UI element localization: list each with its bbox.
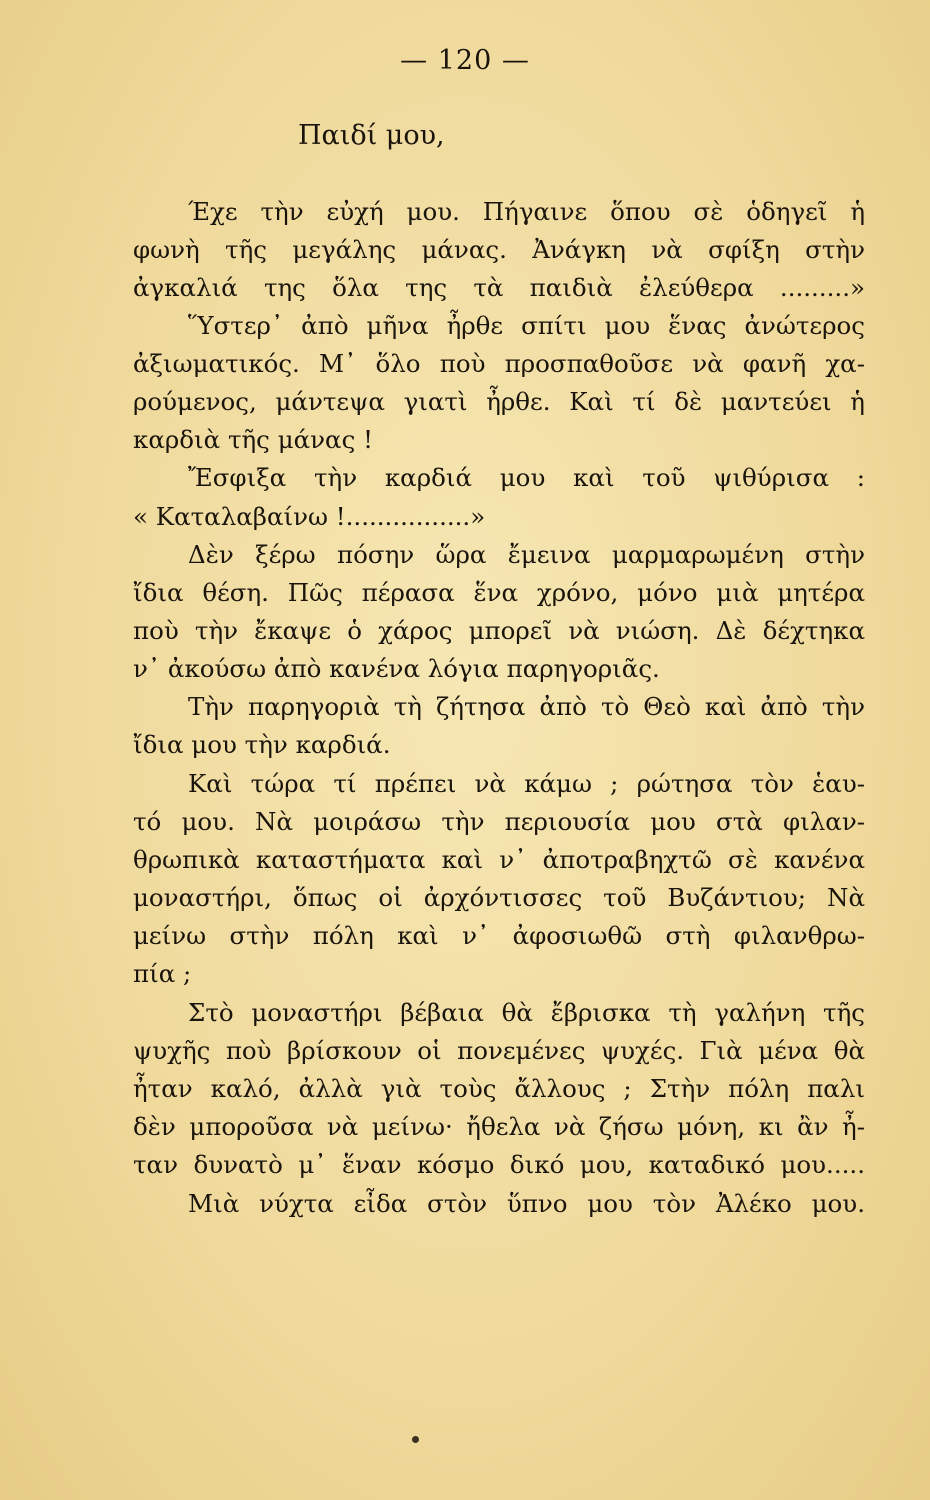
text-line: πία ; (133, 959, 192, 988)
text-line: ρούμενος, μάντεψα γιατὶ ἦρθε. Καὶ τί δὲ μαντεύει ἡ (133, 387, 865, 416)
text-line: δὲν μποροῦσα νὰ μείνω· ἤθελα νὰ ζήσω μόνη, κι ἂν ἦ- (133, 1112, 865, 1141)
text-line: τό μου. Νὰ μοιράσω τὴν περιουσία μου στὰ φιλαν- (133, 807, 865, 836)
ink-dot (412, 1436, 419, 1443)
text-line: « Καταλαβαίνω !................» (133, 502, 486, 531)
text-line: Μιὰ νύχτα εἶδα στὸν ὕπνο μου τὸν Ἀλέκο μου. (188, 1189, 865, 1218)
text-line: ἀξιωματικός. Μ᾽ ὅλο ποὺ προσπαθοῦσε νὰ φανῆ χα- (133, 349, 865, 378)
text-line: θρωπικὰ καταστήματα καὶ ν᾽ ἀποτραβηχτῶ σὲ κανένα (133, 845, 865, 874)
text-line: καρδιὰ τῆς μάνας ! (133, 425, 373, 454)
text-line: Δὲν ξέρω πόσην ὥρα ἔμεινα μαρμαρωμένη στὴν (188, 540, 865, 569)
text-line: Ἔσφιξα τὴν καρδιά μου καὶ τοῦ ψιθύρισα : (188, 463, 865, 492)
text-line: ποὺ τὴν ἔκαψε ὁ χάρος μπορεῖ νὰ νιώση. Δὲ δέχτηκα (133, 616, 865, 645)
text-line: Ὕστερ᾽ ἀπὸ μῆνα ἦρθε σπίτι μου ἕνας ἀνώτερος (188, 311, 865, 340)
text-line: ἴδια μου τὴν καρδιά. (133, 730, 391, 759)
text-line: ἀγκαλιά της ὅλα της τὰ παιδιὰ ἐλεύθερα .........» (133, 273, 865, 302)
text-line: Καὶ τώρα τί πρέπει νὰ κάμω ; ρώτησα τὸν ἑαυ- (188, 769, 865, 798)
text-line: μοναστήρι, ὅπως οἱ ἀρχόντισσες τοῦ Βυζάντιου; Νὰ (133, 883, 865, 912)
page-number: — 120 — (400, 45, 530, 76)
text-line: ἦταν καλό, ἀλλὰ γιὰ τοὺς ἄλλους ; Στὴν πόλη παλι (133, 1074, 865, 1103)
text-line: μείνω στὴν πόλη καὶ ν᾽ ἀφοσιωθῶ στὴ φιλανθρω- (133, 921, 865, 950)
text-line: ψυχῆς ποὺ βρίσκουν οἱ πονεμένες ψυχές. Γιὰ μένα θὰ (133, 1036, 865, 1065)
text-line: Έχε τὴν εὐχή μου. Πήγαινε ὅπου σὲ ὁδηγεῖ ἡ (188, 197, 865, 226)
text-line: ταν δυνατὸ μ᾽ ἕναν κόσμο δικό μου, καταδικό μου..... (133, 1150, 865, 1179)
text-line: ν᾽ ἀκούσω ἀπὸ κανένα λόγια παρηγοριᾶς. (133, 654, 660, 683)
text-line: Στὸ μοναστήρι βέβαια θὰ ἔβρισκα τὴ γαλήνη τῆς (188, 998, 865, 1027)
text-line: ἴδια θέση. Πῶς πέρασα ἕνα χρόνο, μόνο μιὰ μητέρα (133, 578, 865, 607)
text-line: Τὴν παρηγοριὰ τὴ ζήτησα ἀπὸ τὸ Θεὸ καὶ ἀπὸ τὴν (188, 692, 865, 721)
salutation: Παιδί μου, (298, 120, 445, 151)
text-line: φωνὴ τῆς μεγάλης μάνας. Ἀνάγκη νὰ σφίξη στὴν (133, 235, 865, 264)
